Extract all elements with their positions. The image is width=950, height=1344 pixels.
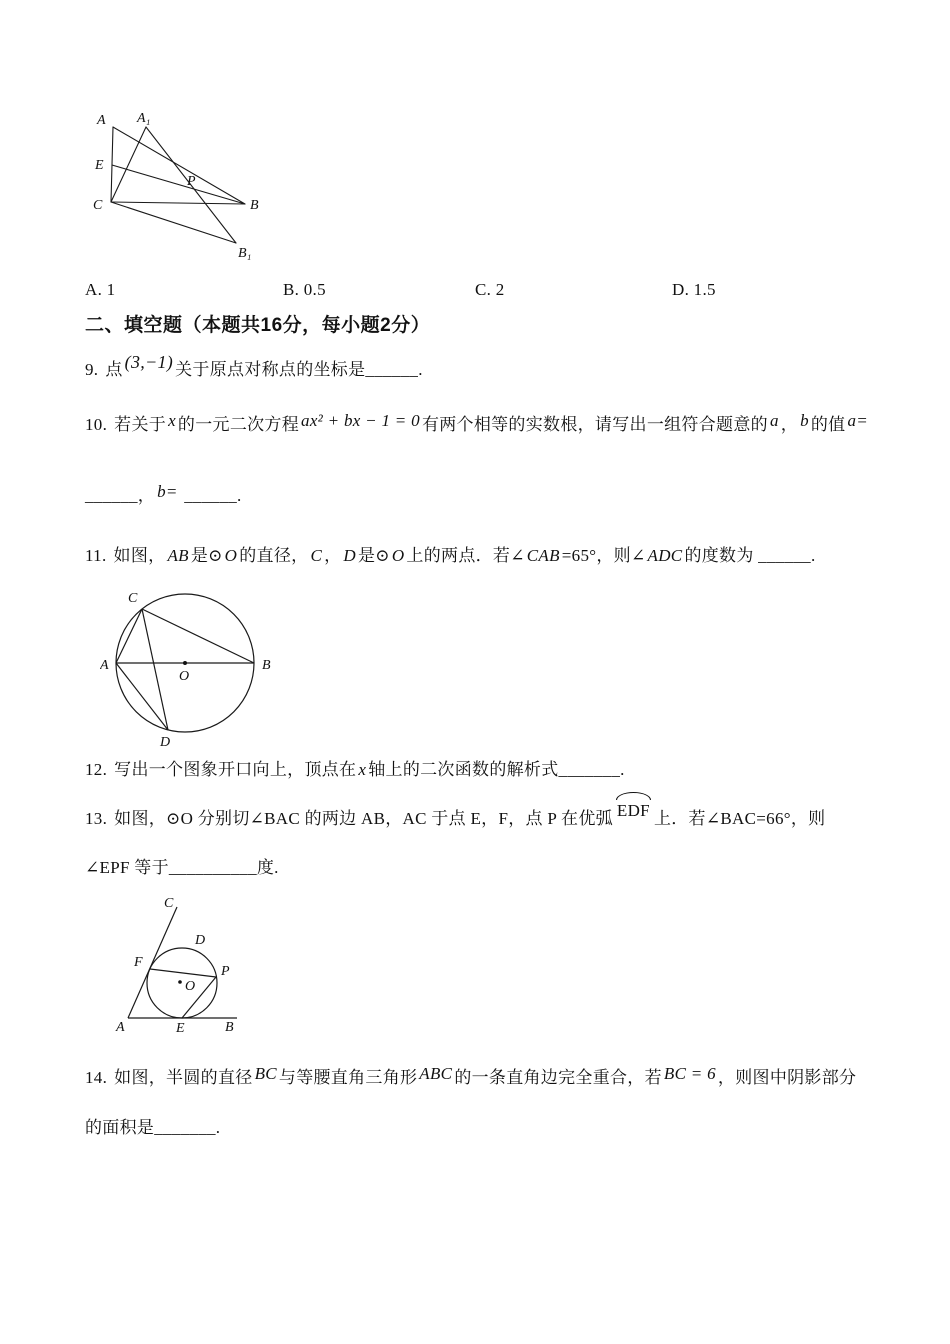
text-run: ， (780, 415, 799, 434)
question-13-line-2 (85, 855, 279, 880)
math-run: BC (254, 1064, 277, 1083)
text-run: ， (324, 546, 342, 565)
arc-notation (616, 798, 651, 823)
figure-circle-diameter (100, 582, 278, 754)
text-run: 的面积是_______. (85, 1118, 221, 1137)
question-number: 9. (85, 360, 99, 379)
math-run: ABC (419, 1064, 453, 1083)
point-label-b: B (262, 658, 271, 673)
text-run: ，则图中阴影部分 (717, 1068, 857, 1087)
text-run: 上．若∠BAC=66°，则 (653, 809, 826, 828)
option-c: C. 2 (475, 280, 505, 299)
option-d: D. 1.5 (672, 280, 716, 299)
answer-options-row (85, 277, 875, 301)
text-run: ∠EPF 等于__________度. (85, 858, 279, 877)
text-run: 的一元二次方程 (177, 415, 300, 434)
math-run: BC = 6 (663, 1064, 716, 1083)
math-run: x (358, 760, 367, 779)
point-label-a: A (100, 658, 109, 673)
question-number: 11. (85, 546, 107, 565)
question-9 (85, 352, 423, 382)
rotation-triangle-svg (90, 105, 275, 265)
text-run: 有两个相等的实数根，请写出一组符合题意的 (421, 415, 768, 434)
point-label-c: C (164, 897, 174, 911)
figure-tangent-circle (112, 897, 260, 1039)
question-number: 12. (85, 760, 108, 779)
math-run: ADC (647, 546, 683, 565)
question-10-line-2 (85, 483, 242, 508)
center-label-o: O (185, 979, 196, 994)
point-label-d: D (195, 933, 206, 948)
center-dot (183, 661, 187, 665)
math-run: C (310, 546, 323, 565)
text-run: 的度数为 ______. (684, 546, 816, 565)
figure-rotation-triangle (90, 105, 275, 265)
question-number: 14. (85, 1068, 108, 1087)
center-label-o: O (179, 669, 190, 684)
text-run: 关于原点对称点的坐标是______. (175, 360, 423, 379)
text-run: 的直径， (239, 546, 309, 565)
point-label-a1: A₁ (137, 111, 151, 126)
math-run: D (343, 546, 356, 565)
math-run: O (224, 546, 238, 565)
point-label-f: F (134, 955, 143, 970)
point-label-a: A (116, 1020, 125, 1035)
text-run: 的值 (810, 415, 846, 434)
text-run: =65°，则∠ (561, 546, 646, 565)
math-run: b= (157, 482, 178, 501)
text-run: 是⊙ (357, 546, 390, 565)
tangent-circle-svg (112, 897, 260, 1039)
point-label-p: P (187, 174, 196, 189)
math-run: a (769, 411, 779, 430)
text-run: 如图，⊙O 分别切∠BAC 的两边 AB，AC 于点 E，F，点 P 在优弧 (114, 809, 613, 828)
question-10-line-1 (85, 412, 870, 437)
question-12 (85, 757, 625, 782)
text-run: 如图，半圆的直径 (114, 1068, 253, 1087)
math-run: AB (167, 546, 189, 565)
point-label-d: D (160, 735, 171, 750)
blank-run: ______， (85, 486, 156, 505)
math-run: a= (847, 411, 869, 430)
question-14-line-1 (85, 1065, 856, 1090)
text-run: 轴上的二次函数的解析式_______. (368, 760, 625, 779)
math-run: b (800, 411, 809, 430)
point-label-b1: B₁ (238, 246, 252, 261)
text-run: 点 (105, 360, 123, 379)
text-run: 与等腰直角三角形 (278, 1068, 418, 1087)
math-run: (3,−1) (124, 352, 174, 372)
point-label-a: A (97, 113, 106, 128)
point-label-c: C (93, 198, 103, 213)
option-a: A. 1 (85, 280, 116, 299)
point-label-p: P (221, 964, 230, 979)
text-run: 是⊙ (190, 546, 223, 565)
section-2-header: 二、填空题（本题共16分，每小题2分） (85, 315, 431, 336)
point-label-b: B (250, 198, 259, 213)
text-run: 写出一个图象开口向上，顶点在 (114, 760, 357, 779)
circle-diameter-svg (100, 582, 278, 754)
math-run: O (391, 546, 405, 565)
question-13-line-1 (85, 801, 826, 831)
blank-run: ______. (184, 486, 242, 505)
question-14-line-2 (85, 1115, 220, 1140)
point-label-e: E (176, 1021, 185, 1036)
question-number: 13. (85, 809, 108, 828)
point-label-e: E (95, 158, 104, 173)
text-run: 如图， (113, 546, 166, 565)
center-dot (178, 980, 182, 984)
text-run: 若关于 (114, 415, 167, 434)
question-number: 10. (85, 415, 108, 434)
point-label-c: C (128, 591, 138, 606)
arc-over-edf: EDF (616, 798, 651, 823)
math-run: CAB (526, 546, 560, 565)
text-run: 上的两点．若∠ (406, 546, 525, 565)
text-run: 的一条直角边完全重合，若 (454, 1068, 662, 1087)
math-run: ax² + bx − 1 = 0 (301, 411, 420, 430)
point-label-b: B (225, 1020, 234, 1035)
question-11 (85, 543, 816, 568)
math-run: x (168, 411, 176, 430)
option-b: B. 0.5 (283, 280, 326, 299)
